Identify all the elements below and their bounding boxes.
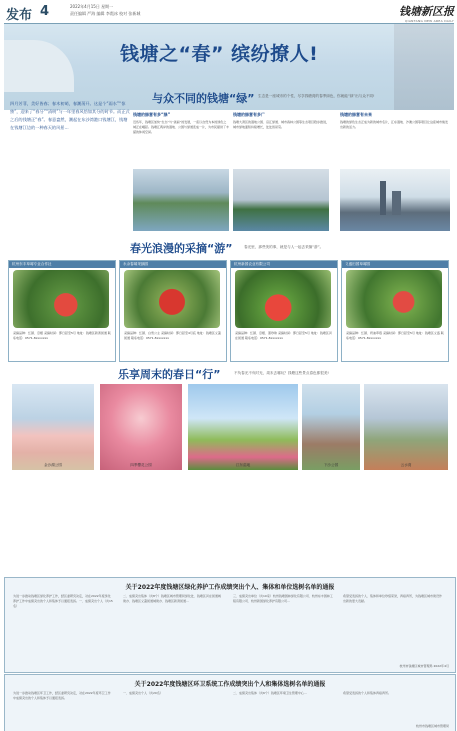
card-heading: 钱塘的绿意有多“绿” [133, 112, 171, 117]
notice-title: 关于2022年度钱塘区绿化养护工作成绩突出个人、集体和单位选树名单的通报 [125, 584, 335, 591]
article-card-1 [133, 112, 229, 136]
farm-name: 杭州新园农业有限公司 [231, 261, 337, 268]
card-heading: 钱塘的绿意有多广 [233, 112, 265, 117]
page-number: 4 [40, 4, 50, 19]
spot-caption: 四季樱花公园 [130, 463, 152, 467]
farm-details: 采摘品种：红颜、章姬 采摘时间：即日起至5月 地址：钱塘区新湾街道 联系电话：0571-8xxxxxxx [13, 331, 111, 340]
tower-shape [380, 181, 386, 215]
section-label: 发布 [6, 8, 33, 23]
notice-column: 二、成绩突出集体（共8个）钱塘区城市管理局绿化处、钱塘区河庄街道城建办、钱塘区义蓬街道城建办、钱塘区新湾街道… [123, 594, 221, 603]
article-card-2 [233, 112, 329, 130]
spot-caption: 江东湿地 [235, 463, 251, 467]
strawberry-photo [13, 270, 109, 328]
spot-photo-2 [100, 384, 182, 470]
card-text: 近些年，钱塘区加快“生态”与“美丽”的发展，一座以自然为本的绿色之城正在崛起。钱塘江两岸的湿地、公园与绿道连成一片，为市民提供了丰富的休闲空间。 [133, 120, 230, 135]
section1-intro: 四月芳菲，美好皆春；春木初萌，春潮荡开。这是个“雨水”“惊蛰”，迎来了“春分”“清明”与一年里春风恰如其分的时节。而正式之后的钱塘正“春”。春意盎然，潮起在东沙湾港口钱塘江，钱塘在钱塘江边的一种春天的风景… [10, 101, 130, 130]
section2-subtitle: 春光里，那些美的事，就是与人一起去采摘“游”。 [244, 245, 324, 249]
card-text: 钱塘大湾区的湿地公园、沿江绿道、城市森林公园等生态项目稳步推进，城市绿地面积持续增长，处处皆是景。 [233, 120, 330, 130]
farm-name: 义盛田园草莓园 [342, 261, 448, 268]
farm-name: 永余春莓采摘园 [120, 261, 226, 268]
river-photo [233, 169, 329, 231]
staff-credits: 责任编辑 严海 编辑 李霞冰 校对 张新城 [70, 11, 141, 16]
spot-caption: 金沙湖公园 [44, 463, 62, 467]
logo-english: QIANTANG NEW AREA DAILY [404, 19, 454, 23]
logo-chinese: 钱塘新区报 [399, 5, 454, 18]
section1-heading: 与众不同的钱塘“绿” [152, 92, 255, 105]
strawberry-photo [346, 270, 442, 328]
article-card-3 [340, 112, 450, 130]
wetland-photo [133, 169, 229, 231]
newspaper-logo [399, 3, 454, 23]
spot-photo-5 [364, 384, 448, 470]
strawberry-photo [235, 270, 331, 328]
notice-sanitation [4, 674, 456, 731]
farm-name: 杭州东丰草莓专业合作社 [9, 261, 115, 268]
notice-title: 关于2022年度钱塘区环卫系统工作成绩突出个人和集体选树名单的通报 [134, 681, 326, 688]
card-heading: 钱塘的绿意有未来 [340, 112, 372, 117]
notice-column: 希望受表扬的个人和集体再接再厉。 [343, 691, 392, 695]
strawberry-photo [124, 270, 220, 328]
notice-column: 希望受表扬的个人、集体和单位珍惜荣誉，再接再厉，为钱塘区城市建设作出新的更大贡献。 [343, 594, 443, 603]
farm-card-1 [8, 260, 116, 362]
spot-caption: 云水湾 [400, 463, 412, 467]
section1-subtitle: 生态是一座城市的个性，尽享钱塘湾的春季绿色，你就能“绿”出与众不同! [258, 94, 375, 98]
issue-date: 2022年4月15日 星期一 [70, 4, 114, 9]
farm-details: 采摘品种：红颜、章姬、黑珍珠 采摘时间：即日起至5月 地址：钱塘区河庄街道 联系电话：0571-8xxxxxxx [235, 331, 332, 340]
spot-photo-4 [302, 384, 360, 470]
farm-details: 采摘品种：红颜、白雪公主 采摘时间：即日起至4月底 地址：钱塘区义蓬街道 联系电话：0571-8xxxxxxx [124, 331, 221, 340]
skyline-photo [340, 169, 450, 231]
notice-column: 二、成绩突出集体（共6个）钱塘区环境卫生管理中心… [233, 691, 307, 695]
spot-photo-3 [188, 384, 298, 470]
farm-card-3 [230, 260, 338, 362]
notice-column: 一、成绩突出个人（共20名） [123, 691, 163, 695]
card-text: 钱塘的绿色生态正成为新的城市名片，江东湿地、沙滩公园等项目让这座城市焕发出新的活力。 [340, 120, 449, 130]
notice-signature: 杭州市钱塘区城市管理局 [415, 724, 449, 728]
spot-photo-1 [12, 384, 94, 470]
farm-details: 采摘品种：红颜、奶油草莓 采摘时间：即日起至5月 地址：钱塘区义盛 联系电话：0571-8xxxxxxx [346, 331, 444, 340]
notice-signature: 杭州市钱塘区城市管理局 2022年4月 [399, 664, 449, 668]
tower-shape [392, 191, 401, 215]
farm-card-2 [119, 260, 227, 362]
section3-subtitle: 不负春光不负时光，周末去哪玩？钱塘这些景点春色都很美! [234, 371, 329, 375]
notice-greening [4, 577, 456, 673]
page-header [4, 3, 454, 24]
section3-heading: 乐享周末的春日“行” [118, 368, 221, 381]
notice-column: 为进一步推动钱塘区环卫工作，经区委研究决定，对在2022年度环卫工作中成绩突出的个人和集体予以通报表扬。 [13, 691, 111, 700]
section2-heading: 春光浪漫的采摘“游” [130, 242, 233, 255]
spot-caption: 下沙公园 [323, 463, 339, 467]
notice-column: 三、成绩突出单位（共10家）杭州钱塘园林绿化有限公司、杭州东丰园林工程有限公司、杭州新园绿化养护有限公司… [233, 594, 333, 603]
farm-card-4 [341, 260, 449, 362]
notice-column: 为进一步推动钱塘区绿化养护工作，经区委研究决定，对在2022年度绿化养护工作中成绩突出的个人和集体予以通报表扬。一、成绩突出个人（共15名） [13, 594, 113, 608]
hero-title: 钱塘之“春” 缤纷撩人! [120, 43, 319, 65]
